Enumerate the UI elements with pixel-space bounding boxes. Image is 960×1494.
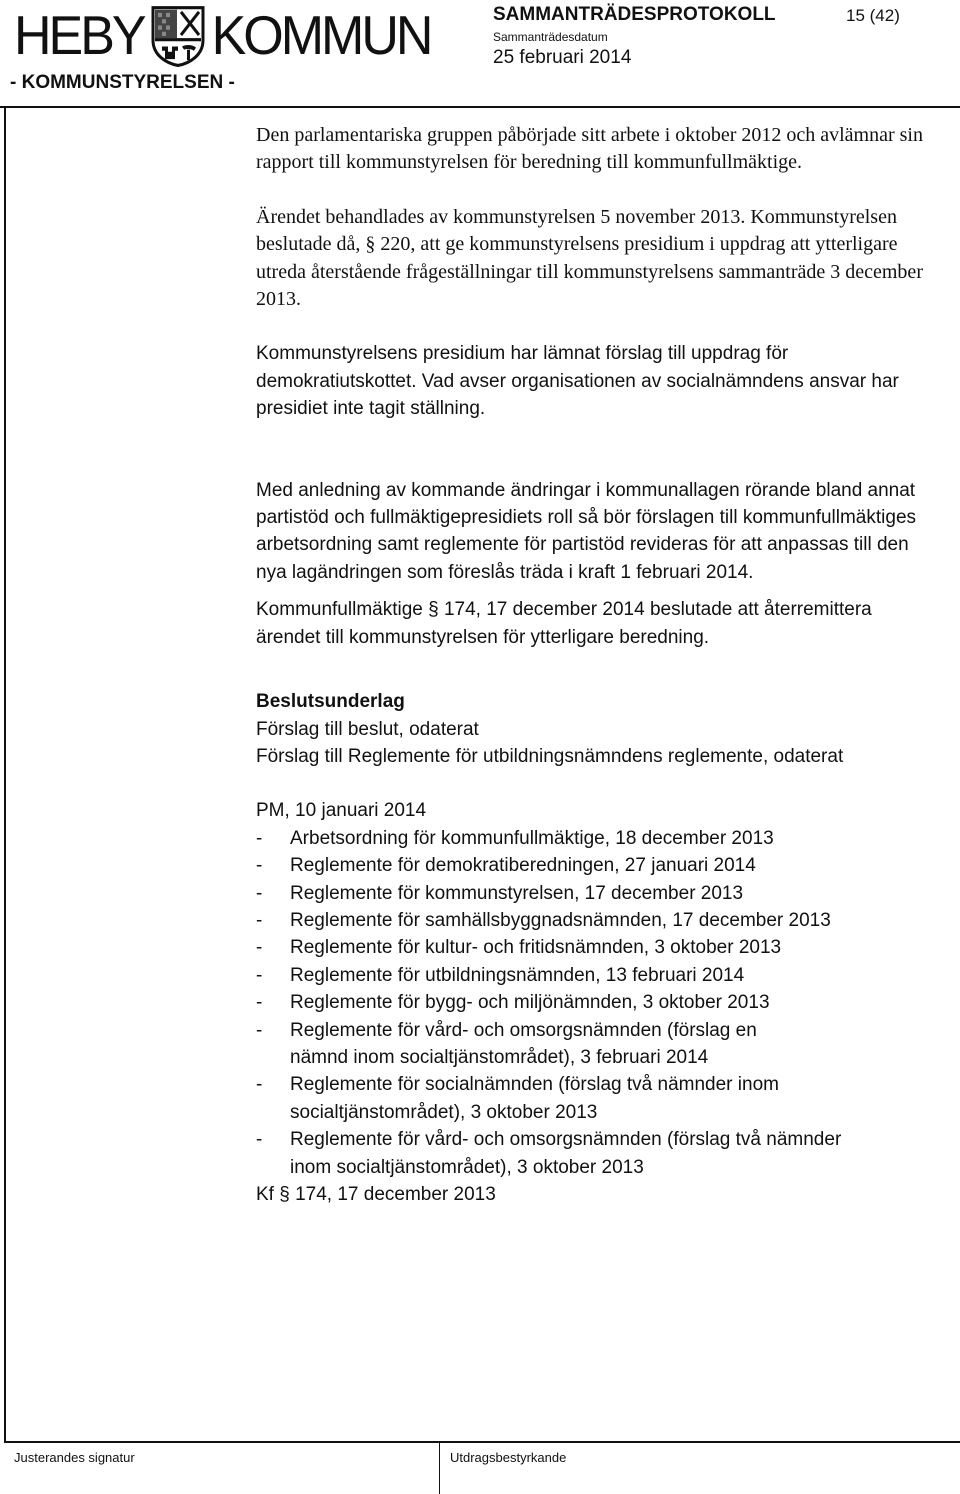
list-dash: - (256, 1019, 263, 1041)
attachment-list (256, 825, 936, 1181)
paragraph-2: Ärendet behandlades av kommunstyrelsen 5 november 2013. Kommunstyrelsen beslutade då, § 220, att ge kommunstyrelsens presidium i uppdrag att ytterligare utreda återstående frågeställningar till kommunstyrelsens sammanträde 3 december 2013. (256, 205, 923, 311)
page-number: 15 (42) (846, 6, 900, 25)
coat-of-arms-icon (150, 5, 206, 68)
heby-kommun-logo (14, 2, 430, 69)
kf-reference: Kf § 174, 17 december 2013 (256, 1184, 496, 1205)
list-item-text: Reglemente för samhällsbyggnadsnämnden, 17 december 2013 (290, 909, 831, 931)
paragraph-3: Kommunstyrelsens presidium har lämnat förslag till uppdrag för demokratiutskottet. Vad avser organisationen av socialnämndens ansvar har presidiet inte tagit ställning. (256, 343, 899, 420)
list-dash: - (256, 1129, 263, 1151)
list-item (256, 934, 936, 961)
meeting-date-value: 25 februari 2014 (493, 47, 632, 68)
left-margin-rule (4, 108, 6, 1442)
protocol-title: SAMMANTRÄDESPROTOKOLL (493, 4, 776, 25)
list-item (256, 825, 936, 852)
list-dash: - (256, 909, 263, 931)
meeting-date-label: Sammanträdesdatum (493, 30, 608, 44)
list-item-text: Reglemente för kultur- och fritidsnämnden, 3 oktober 2013 (290, 937, 782, 959)
decision-basis-item-2: Förslag till Reglemente för utbildningsnämndens reglemente, odaterat (256, 745, 844, 767)
list-item (256, 962, 936, 989)
list-dash: - (256, 992, 263, 1014)
footer-separator (439, 1441, 440, 1494)
list-dash: - (256, 855, 263, 877)
list-item (256, 1071, 936, 1126)
list-item (256, 1126, 936, 1181)
logo-word-kommun: KOMMUN (211, 5, 431, 67)
paragraph-1: Den parlamentariska gruppen påbörjade sitt arbete i oktober 2012 och avlämnar sin rapport till kommunstyrelsen för beredning till kommunfullmäktige. (256, 124, 923, 174)
pm-line: PM, 10 januari 2014 (256, 800, 427, 822)
list-item-text: Reglemente för bygg- och miljönämnden, 3 oktober 2013 (290, 992, 770, 1014)
list-item-text: Reglemente för utbildningsnämnden, 13 februari 2014 (290, 964, 745, 986)
list-item (256, 907, 936, 934)
decision-basis-item-1: Förslag till beslut, odaterat (256, 718, 479, 740)
paragraph-4: Med anledning av kommande ändringar i kommunallagen rörande bland annat partistöd och fullmäktigepresidiets roll så bör förslagen till kommunfullmäktiges arbetsordning samt reglemente för partistöd revideras för att anpassas till den nya lagändringen som föreslås träda i kraft 1 februari 2014. (256, 479, 917, 583)
paragraph-5: Kommunfullmäktige § 174, 17 december 2014 beslutade att återremittera ärendet till kommunstyrelsen för ytterligare beredning. (256, 599, 872, 648)
list-item (256, 880, 936, 907)
list-dash: - (256, 937, 263, 959)
list-item (256, 1017, 936, 1072)
list-item-text: Reglemente för demokratiberedningen, 27 januari 2014 (290, 855, 756, 877)
list-dash: - (256, 882, 263, 904)
header-divider (0, 106, 960, 108)
department-name: - KOMMUNSTYRELSEN - (10, 72, 235, 93)
footer-divider (4, 1441, 960, 1443)
list-dash: - (256, 964, 263, 986)
protocol-body (256, 122, 936, 1208)
list-item-text: Arbetsordning för kommunfullmäktige, 18 december 2013 (290, 827, 774, 849)
logo-word-heby: HEBY (14, 5, 144, 67)
signature-label: Justerandes signatur (14, 1450, 135, 1465)
extract-verification-label: Utdragsbestyrkande (450, 1450, 567, 1465)
list-dash: - (256, 827, 263, 849)
list-item-text: Reglemente för vård- och omsorgsnämnden (förslag två nämnder inom socialtjänstområdet), 3 oktober 2013 (290, 1129, 842, 1178)
list-item (256, 989, 936, 1016)
list-item-text: Reglemente för kommunstyrelsen, 17 december 2013 (290, 882, 744, 904)
decision-basis-heading: Beslutsunderlag (256, 691, 405, 713)
list-dash: - (256, 1074, 263, 1096)
list-item (256, 852, 936, 879)
list-item-text: Reglemente för socialnämnden (förslag två nämnder inom socialtjänstområdet), 3 oktober 2013 (290, 1074, 779, 1123)
list-item-text: Reglemente för vård- och omsorgsnämnden (förslag en nämnd inom socialtjänstområdet), 3 februari 2014 (290, 1019, 757, 1068)
